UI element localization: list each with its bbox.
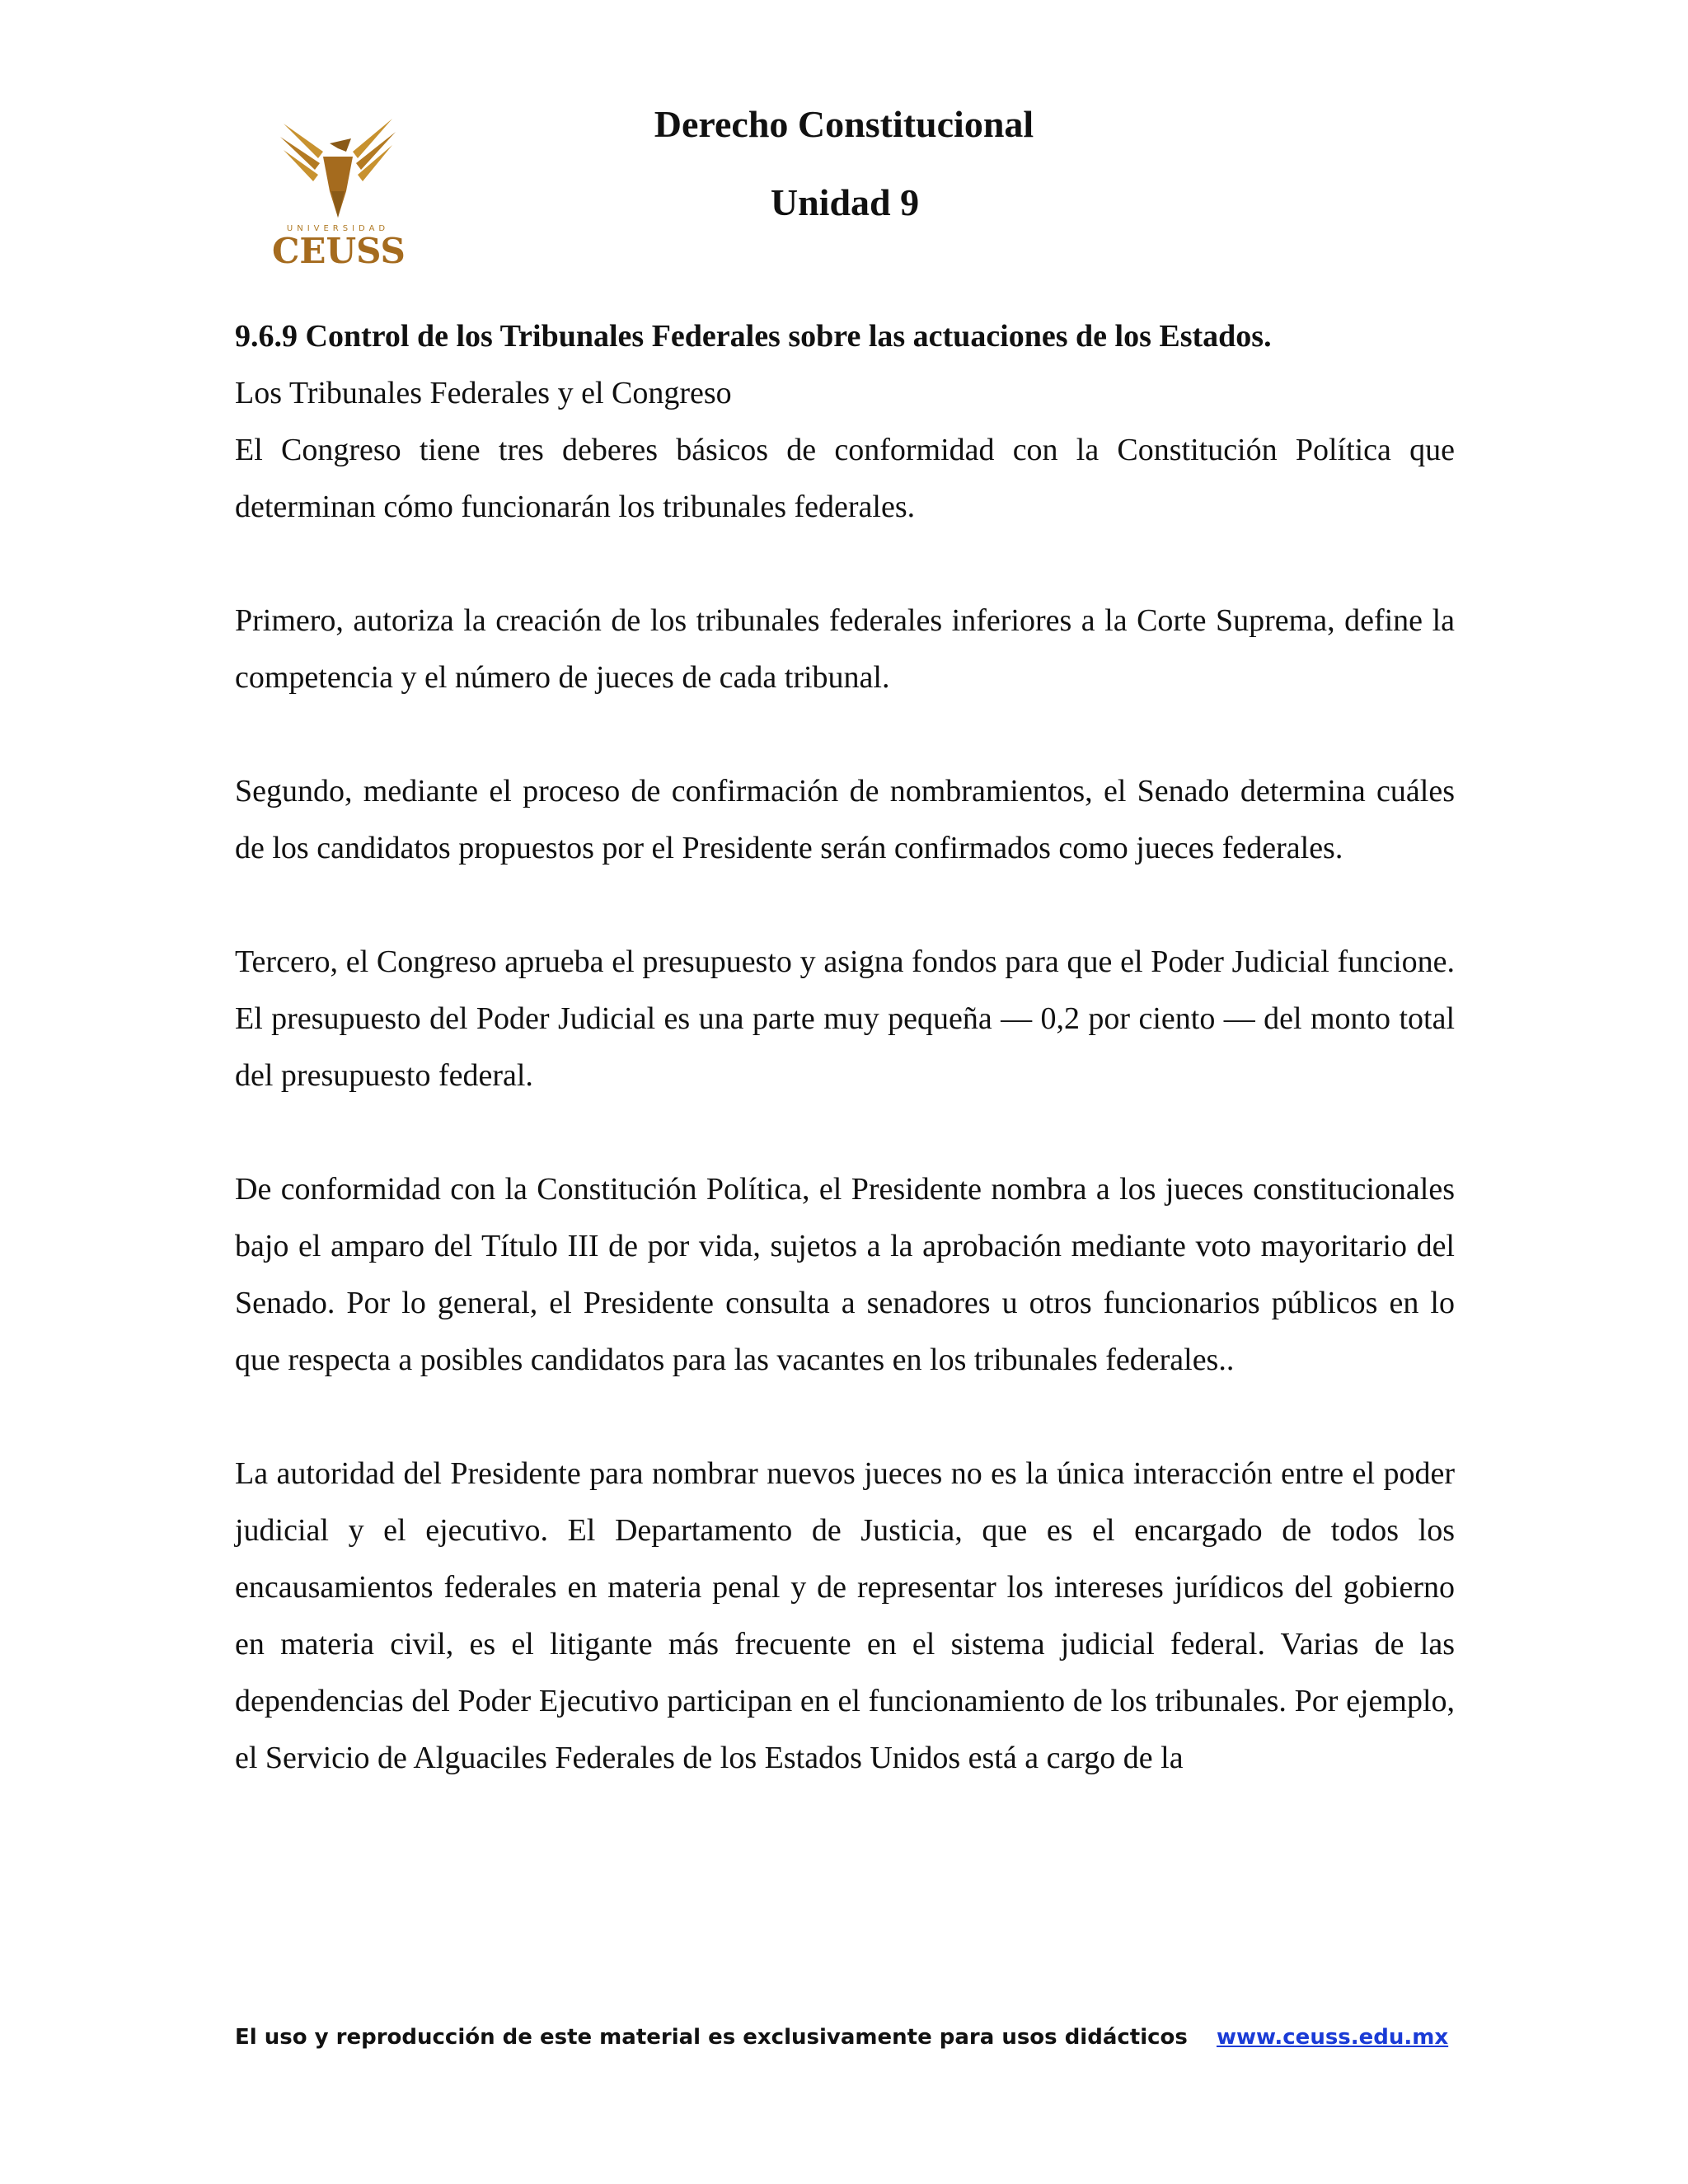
paragraph: El Congreso tiene tres deberes básicos de conformidad con la Constitución Política que determinan cómo funcionarán los tribunales federales. [235,433,1455,524]
paragraph-gap [235,877,1455,934]
section-subheading: Los Tribunales Federales y el Congreso [235,376,732,410]
logo-name: CEUSS [272,231,406,271]
document-body [235,308,1455,1787]
paragraph-gap [235,1389,1455,1446]
paragraph: Tercero, el Congreso aprueba el presupuesto y asigna fondos para que el Poder Judicial funcione. El presupuesto del Poder Judicial es una parte muy pequeña — 0,2 por ciento — del monto total del presupuesto federal. [235,944,1455,1093]
logo-university-label: UNIVERSIDAD [286,224,390,233]
paragraph: De conformidad con la Constitución Política, el Presidente nombra a los jueces constitucionales bajo el amparo del Título III de por vida, sujetos a la aprobación mediante voto mayoritario del Senado. Por lo general, el Presidente consulta a senadores u otros funcionarios públicos en lo que respecta a posibles candidatos para las vacantes en los tribunales federales.. [235,1172,1455,1377]
paragraph: Primero, autoriza la creación de los tribunales federales inferiores a la Corte Suprema, define la competencia y el número de jueces de cada tribunal. [235,603,1455,695]
section-title: 9.6.9 Control de los Tribunales Federales sobre las actuaciones de los Estados. [235,319,1272,354]
footer-usage-note: El uso y reproducción de este material es exclusivamente para usos didácticos [235,2025,1188,2050]
paragraph: La autoridad del Presidente para nombrar nuevos jueces no es la única interacción entre el poder judicial y el ejecutivo. El Departamento de Justicia, que es el encargado de todos los encausamientos federales en materia penal y de representar los intereses jurídicos del gobierno en materia civil, es el litigante más frecuente en el sistema judicial federal. Varias de las dependencias del Poder Ejecutivo participan en el funcionamiento de los tribunales. Por ejemplo, el Servicio de Alguaciles Federales de los Estados Unidos está a cargo de la [235,1456,1455,1775]
paragraph-gap [235,536,1455,593]
document-subtitle: Unidad 9 [770,181,920,223]
paragraph-gap [235,1104,1455,1161]
paragraph-gap [235,706,1455,763]
footer-website-link[interactable]: www.ceuss.edu.mx [1217,2025,1449,2050]
paragraph: Segundo, mediante el proceso de confirmación de nombramientos, el Senado determina cuáles de los candidatos propuestos por el Presidente serán confirmados como jueces federales. [235,774,1455,865]
document-title: Derecho Constitucional [654,103,1034,145]
